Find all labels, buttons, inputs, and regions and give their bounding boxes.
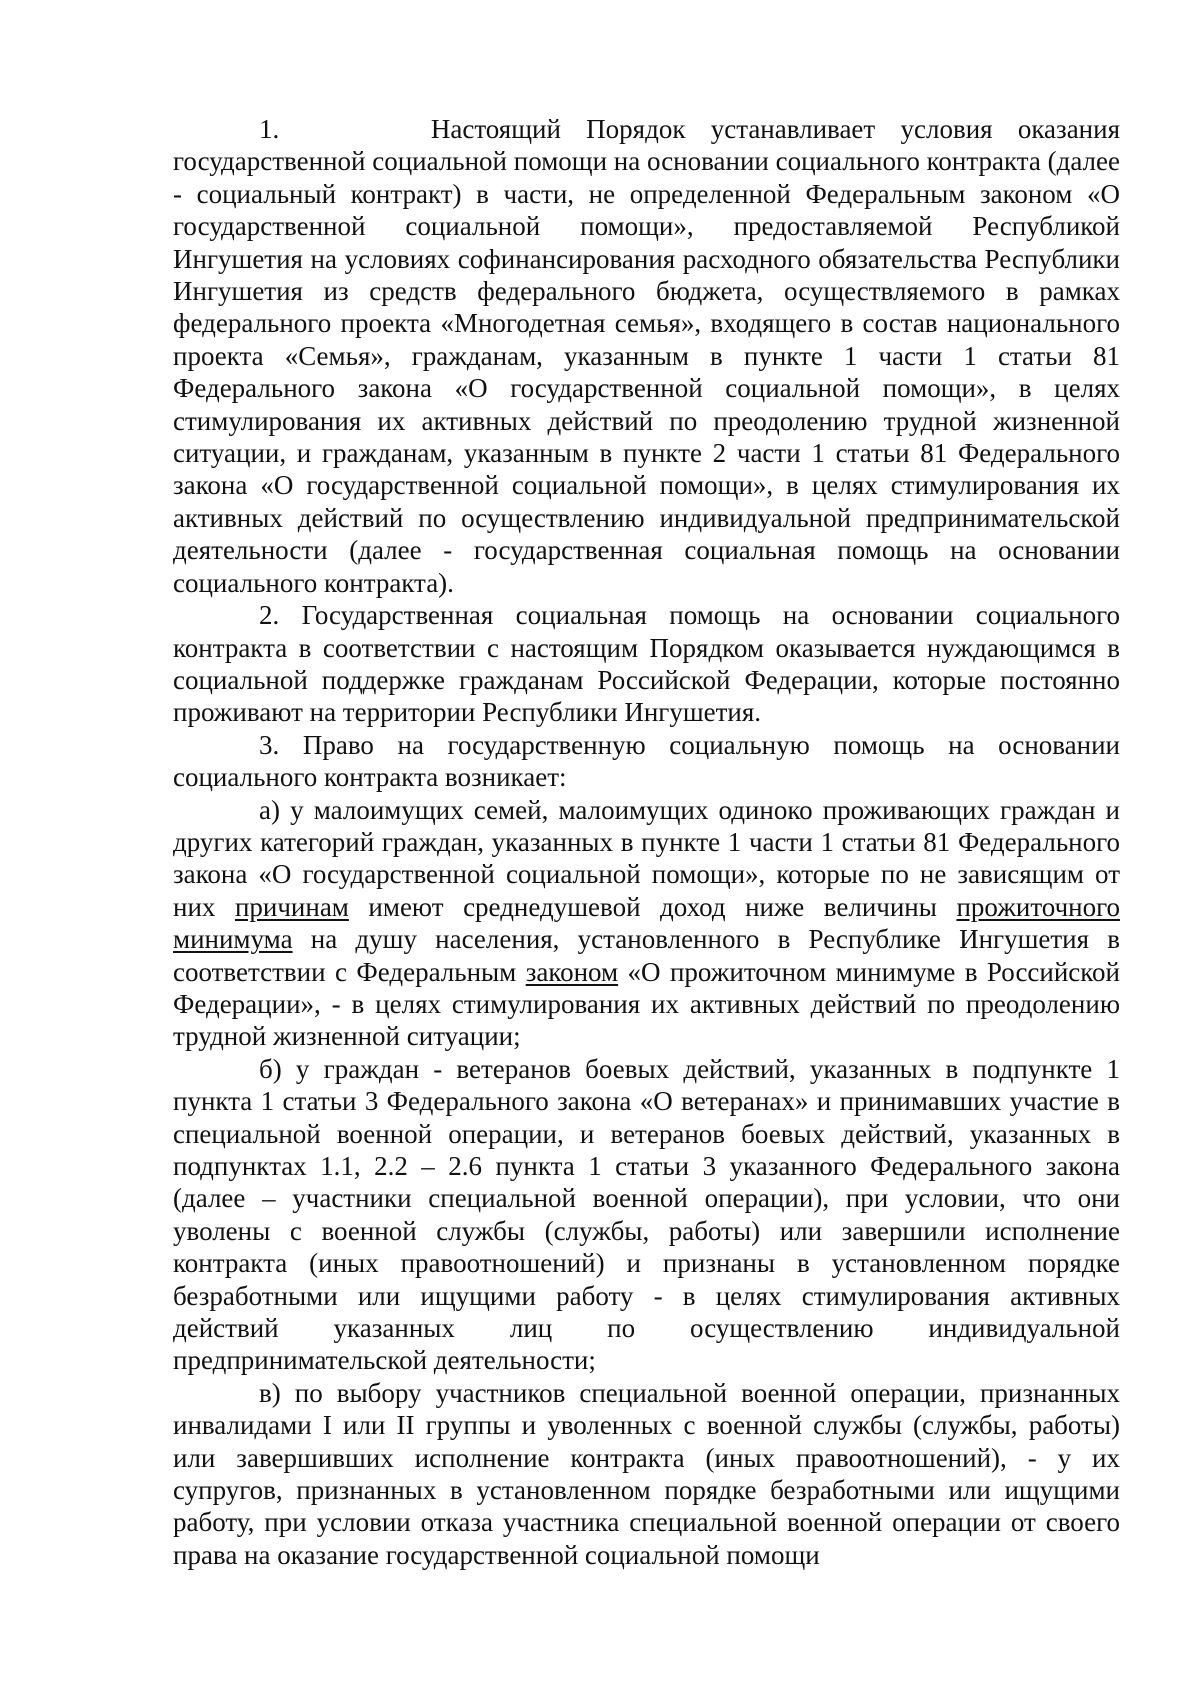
document-body <box>173 113 1120 1571</box>
paragraph-3c: в) по выбору участников специальной военной операции, признанных инвалидами I или II группы и уволенных с военной службы (службы, работы) или завершивших исполнение контракта (иных правоотношений), - у их супругов, признанных в установленном порядке безработными или ищущими работу, при условии отказа участника специальной военной операции от своего права на оказание государственной социальной помощи <box>173 1377 1120 1570</box>
paragraph-2: 2. Государственная социальная помощь на основании социального контракта в соответствии с настоящим Порядком оказывается нуждающимся в социальной поддержке гражданам Российской Федерации, которые постоянно проживают на территории Республики Ингушетия. <box>173 600 1120 728</box>
paragraph-3: 3. Право на государственную социальную помощь на основании социального контракта возникает: <box>173 729 1120 793</box>
link-prozhitochnogo-minimuma[interactable]: прожиточного минимума <box>173 891 1120 955</box>
paragraph-3a-text: на душу населения, установленного в Республике Ингушетия в соответствии с Федеральным <box>173 924 1120 987</box>
link-prichinam[interactable]: причинам <box>234 891 349 922</box>
paragraph-3a-text: «О прожиточном минимуме в Российской Федерации», - в целях стимулирования их активных действий по преодолению трудной жизненной ситуации; <box>173 956 1120 1052</box>
paragraph-3a-text: а) у малоимущих семей, малоимущих одиноко проживающих граждан и других категорий граждан, указанных в пункте 1 части 1 статьи 81 Федерального закона «О государственной социальной помощи», которые по не зависящим от них <box>173 794 1120 922</box>
paragraph-3b: б) у граждан - ветеранов боевых действий, указанных в подпункте 1 пункта 1 статьи 3 Федерального закона «О ветеранах» и принимавших участие в специальной военной операции, и ветеранов боевых действий, указанных в подпунктах 1.1, 2.2 – 2.6 пункта 1 статьи 3 указанного Федерального закона (далее – участники специальной военной операции), при условии, что они уволены с военной службы (службы, работы) или завершили исполнение контракта (иных правоотношений) и признаны в установленном порядке безработными или ищущими работу - в целях стимулирования активных действий указанных лиц по осуществлению индивидуальной предпринимательской деятельности; <box>173 1053 1120 1376</box>
paragraph-3a <box>173 794 1120 1053</box>
paragraph-1: 1. Настоящий Порядок устанавливает условия оказания государственной социальной помощи на основании социального контракта (далее - социальный контракт) в части, не определенной Федеральным законом «О государственной социальной помощи», предоставляемой Республикой Ингушетия на условиях софинансирования расходного обязательства Республики Ингушетия из средств федерального бюджета, осуществляемого в рамках федерального проекта «Многодетная семья», входящего в состав национального проекта «Семья», гражданам, указанным в пункте 1 части 1 статьи 81 Федерального закона «О государственной социальной помощи», в целях стимулирования их активных действий по преодолению трудной жизненной ситуации, и гражданам, указанным в пункте 2 части 1 статьи 81 Федерального закона «О государственной социальной помощи», в целях стимулирования их активных действий по осуществлению индивидуальной предпринимательской деятельности (далее - государственная социальная помощь на основании социального контракта). <box>173 114 1120 598</box>
link-zakonom[interactable]: законом <box>525 956 619 987</box>
paragraph-3a-text: имеют среднедушевой доход ниже величины <box>348 891 957 922</box>
